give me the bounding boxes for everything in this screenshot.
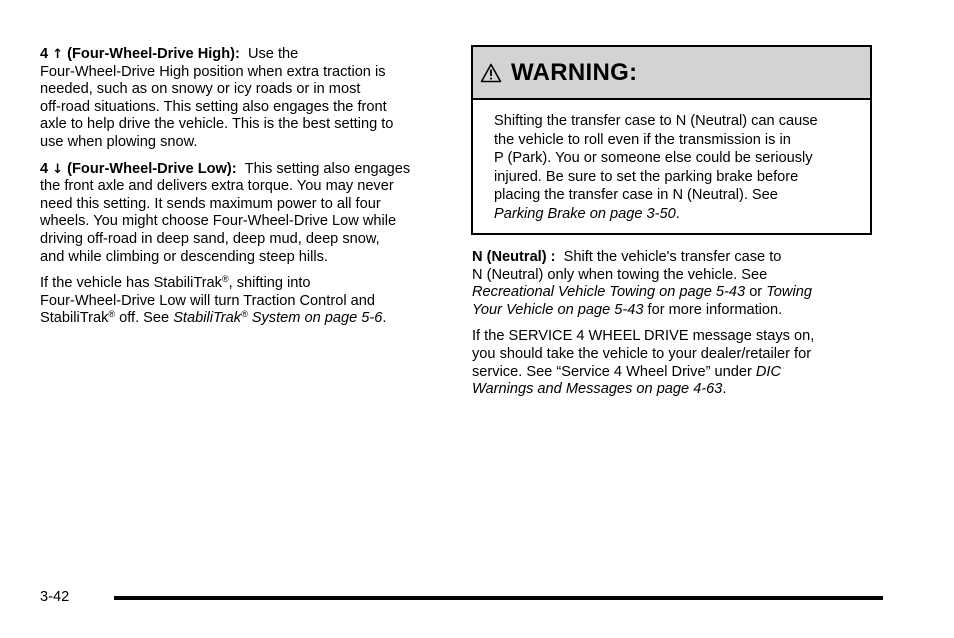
warning-body: Shifting the transfer case to N (Neutral) can cause the vehicle to roll even if the transmission is in P (Park). You or someone else could be seriously injured. Be sure to set the parking brake before placing the transfer case in N (Neutral). See Parking Brake on page 3-50. [494, 113, 818, 222]
neutral-heading: N (Neutral) : [472, 249, 556, 265]
warning-header [473, 47, 870, 100]
four-high-prefix: 4 [40, 46, 49, 62]
warning-box [471, 45, 872, 235]
arrow-down-icon: ↓ [52, 161, 64, 177]
neutral-paragraph: N (Neutral) : Shift the vehicle's transfer case to N (Neutral) only when towing the vehicle. See Recreational Vehicle Towing on page 5-43 or Towing Your Vehicle on page 5-43 for more information. [472, 249, 812, 318]
warning-triangle-icon [480, 63, 502, 83]
page-number: 3-42 [40, 589, 70, 605]
rv-towing-reference: Recreational Vehicle Towing on page 5-43 [472, 284, 746, 301]
stabilitrak-paragraph: If the vehicle has StabiliTrak®, shifting into Four-Wheel-Drive Low will turn Traction Control and StabiliTrak® off. See StabiliTrak® System on page 5-6. [40, 274, 387, 327]
four-high-paragraph: 4 ↑ (Four-Wheel-Drive High): Use the Four-Wheel-Drive High position when extra traction is needed, such as on snowy or icy roads or in most off-road situations. This setting also engages the front axle to help drive the vehicle. This is the best setting to use when plowing snow. [40, 46, 394, 150]
parking-brake-reference: Parking Brake on page 3-50 [494, 205, 676, 222]
four-low-prefix: 4 [40, 160, 49, 177]
dic-warnings-reference: Warnings and Messages on page 4-63 [472, 381, 723, 398]
four-low-paragraph: 4 ↓ (Four-Wheel-Drive Low): This setting also engages the front axle and delivers extra torque. You may never need this setting. It sends maximum power to all four wheels. You might choose Four-Wheel-Drive Low while driving off-road in deep sand, deep mud, deep snow, and while climbing or descending steep hills. [40, 160, 411, 265]
right-column [472, 249, 874, 408]
footer-rule [114, 596, 883, 600]
service-4wd-paragraph: If the SERVICE 4 WHEEL DRIVE message stays on, you should take the vehicle to your dealer/retailer for service. See “Service 4 Wheel Drive” under DIC Warnings and Messages on page 4-63. [472, 328, 815, 398]
arrow-up-icon: ↑ [52, 47, 64, 62]
warning-title: WARNING: [511, 58, 638, 86]
towing-vehicle-reference: Your Vehicle on page 5-43 [472, 301, 644, 318]
four-low-heading: (Four-Wheel-Drive Low): [67, 160, 237, 177]
left-column [40, 46, 450, 337]
four-high-heading: (Four-Wheel-Drive High): [67, 46, 240, 62]
stabilitrak-reference: StabiliTrak® System on page 5-6 [173, 309, 383, 327]
